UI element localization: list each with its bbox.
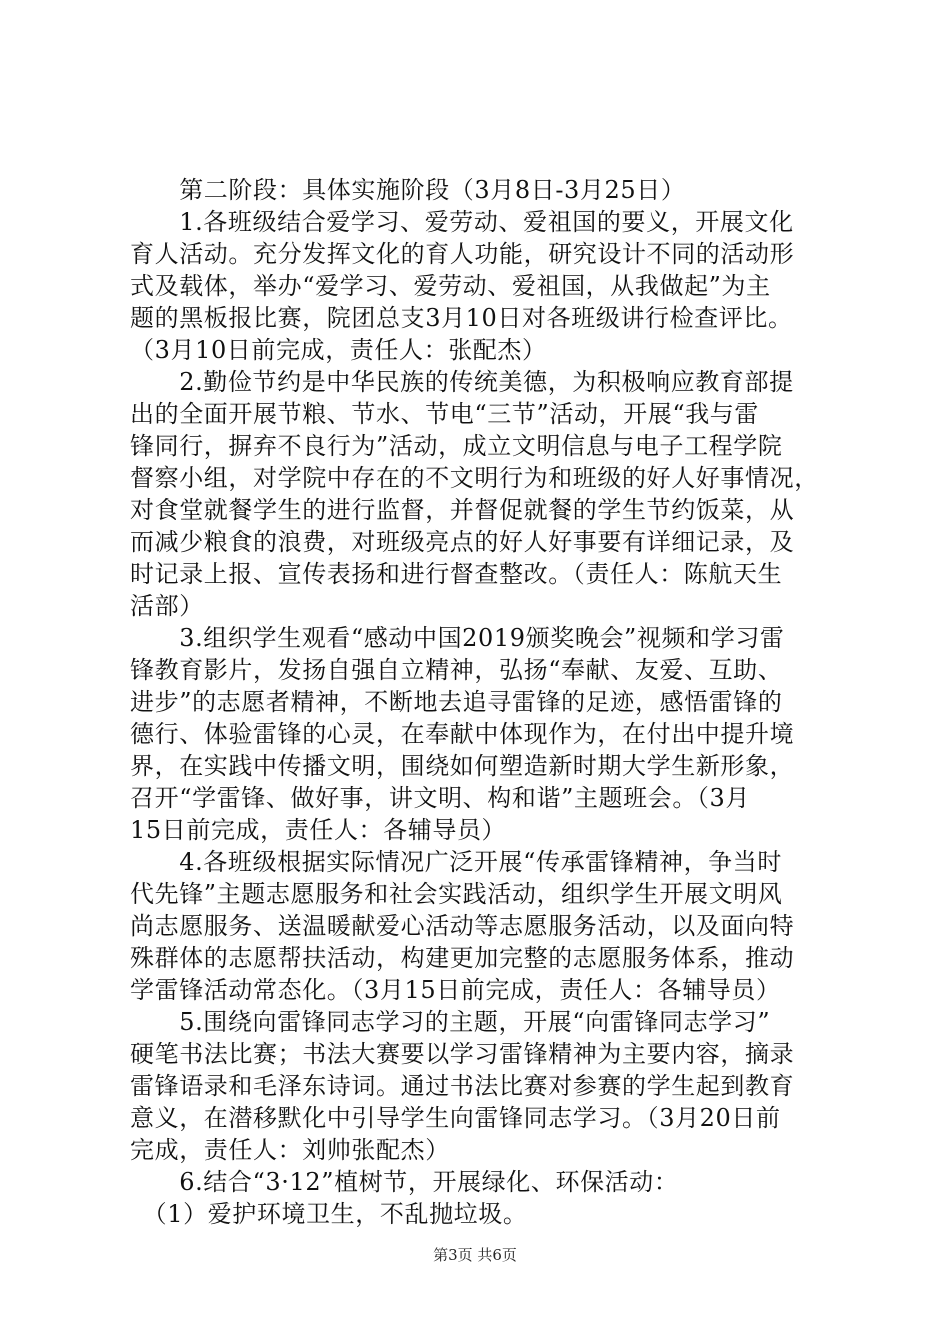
- text-line: 式及载体，举办“爱学习、爱劳动、爱祖国，从我做起”为主: [130, 272, 771, 300]
- text-line: （1）爱护环境卫生，不乱抛垃圾。: [130, 1200, 528, 1228]
- text-line: 德行、体验雷锋的心灵，在奉献中体现作为，在付出中提升境: [130, 720, 795, 748]
- text-line: 锋同行，摒弃不良行为”活动，成立文明信息与电子工程学院: [130, 432, 783, 460]
- text-line: 1.各班级结合爱学习、爱劳动、爱祖国的要义，开展文化: [130, 208, 794, 236]
- text-line: 界，在实践中传播文明，围绕如何塑造新时期大学生新形象，: [130, 752, 795, 780]
- text-line: （3月10日前完成，责任人：张配杰）: [130, 336, 547, 364]
- text-line: 代先锋”主题志愿服务和社会实践活动，组织学生开展文明风: [130, 880, 783, 908]
- text-line: 尚志愿服务、送温暖献爱心活动等志愿服务活动，以及面向特: [130, 912, 795, 940]
- text-line: 召开“学雷锋、做好事，讲文明、构和谐”主题班会。（3月: [130, 784, 751, 812]
- text-line: 锋教育影片，发扬自强自立精神，弘扬“奉献、友爱、互助、: [130, 656, 783, 684]
- text-line: 学雷锋活动常态化。（3月15日前完成，责任人：各辅导员）: [130, 976, 781, 1004]
- text-line: 督察小组，对学院中存在的不文明行为和班级的好人好事情况，: [130, 464, 819, 492]
- text-line: 出的全面开展节粮、节水、节电“三节”活动，开展“我与雷: [130, 400, 760, 428]
- text-line: 育人活动。充分发挥文化的育人功能，研究设计不同的活动形: [130, 240, 795, 268]
- text-line: 而减少粮食的浪费，对班级亮点的好人好事要有详细记录，及: [130, 528, 795, 556]
- text-line: 雷锋语录和毛泽东诗词。通过书法比赛对参赛的学生起到教育: [130, 1072, 795, 1100]
- text-line: 15日前完成，责任人：各辅导员）: [130, 816, 507, 844]
- text-line: 题的黑板报比赛，院团总支3月10日对各班级讲行检查评比。: [130, 304, 793, 332]
- text-line: 完成，责任人：刘帅张配杰）: [130, 1136, 450, 1164]
- text-line: 2.勤俭节约是中华民族的传统美德，为积极响应教育部提: [130, 368, 794, 396]
- text-line: 5.围绕向雷锋同志学习的主题，开展“向雷锋同志学习”: [130, 1008, 771, 1036]
- text-line: 意义，在潜移默化中引导学生向雷锋同志学习。（3月20日前: [130, 1104, 781, 1132]
- text-line: 4.各班级根据实际情况广泛开展“传承雷锋精神，争当时: [130, 848, 782, 876]
- text-line: 殊群体的志愿帮扶活动，构建更加完整的志愿服务体系，推动: [130, 944, 795, 972]
- text-line: 6.结合“3·12”植树节，开展绿化、环保活动：: [130, 1168, 679, 1196]
- text-line: 硬笔书法比赛；书法大赛要以学习雷锋精神为主要内容，摘录: [130, 1040, 795, 1068]
- text-line: 3.组织学生观看“感动中国2019颁奖晚会”视频和学习雷: [130, 624, 785, 652]
- text-line: 进步”的志愿者精神，不断地去追寻雷锋的足迹，感悟雷锋的: [130, 688, 783, 716]
- text-line: 活部）: [130, 592, 204, 620]
- text-line: 时记录上报、宣传表扬和进行督查整改。（责任人：陈航天生: [130, 560, 783, 588]
- text-line: 第二阶段：具体实施阶段（3月8日-3月25日）: [130, 176, 686, 204]
- page-number-footer: 第3页 共6页: [433, 1246, 517, 1264]
- text-line: 对食堂就餐学生的进行监督，并督促就餐的学生节约饭菜，从: [130, 496, 795, 524]
